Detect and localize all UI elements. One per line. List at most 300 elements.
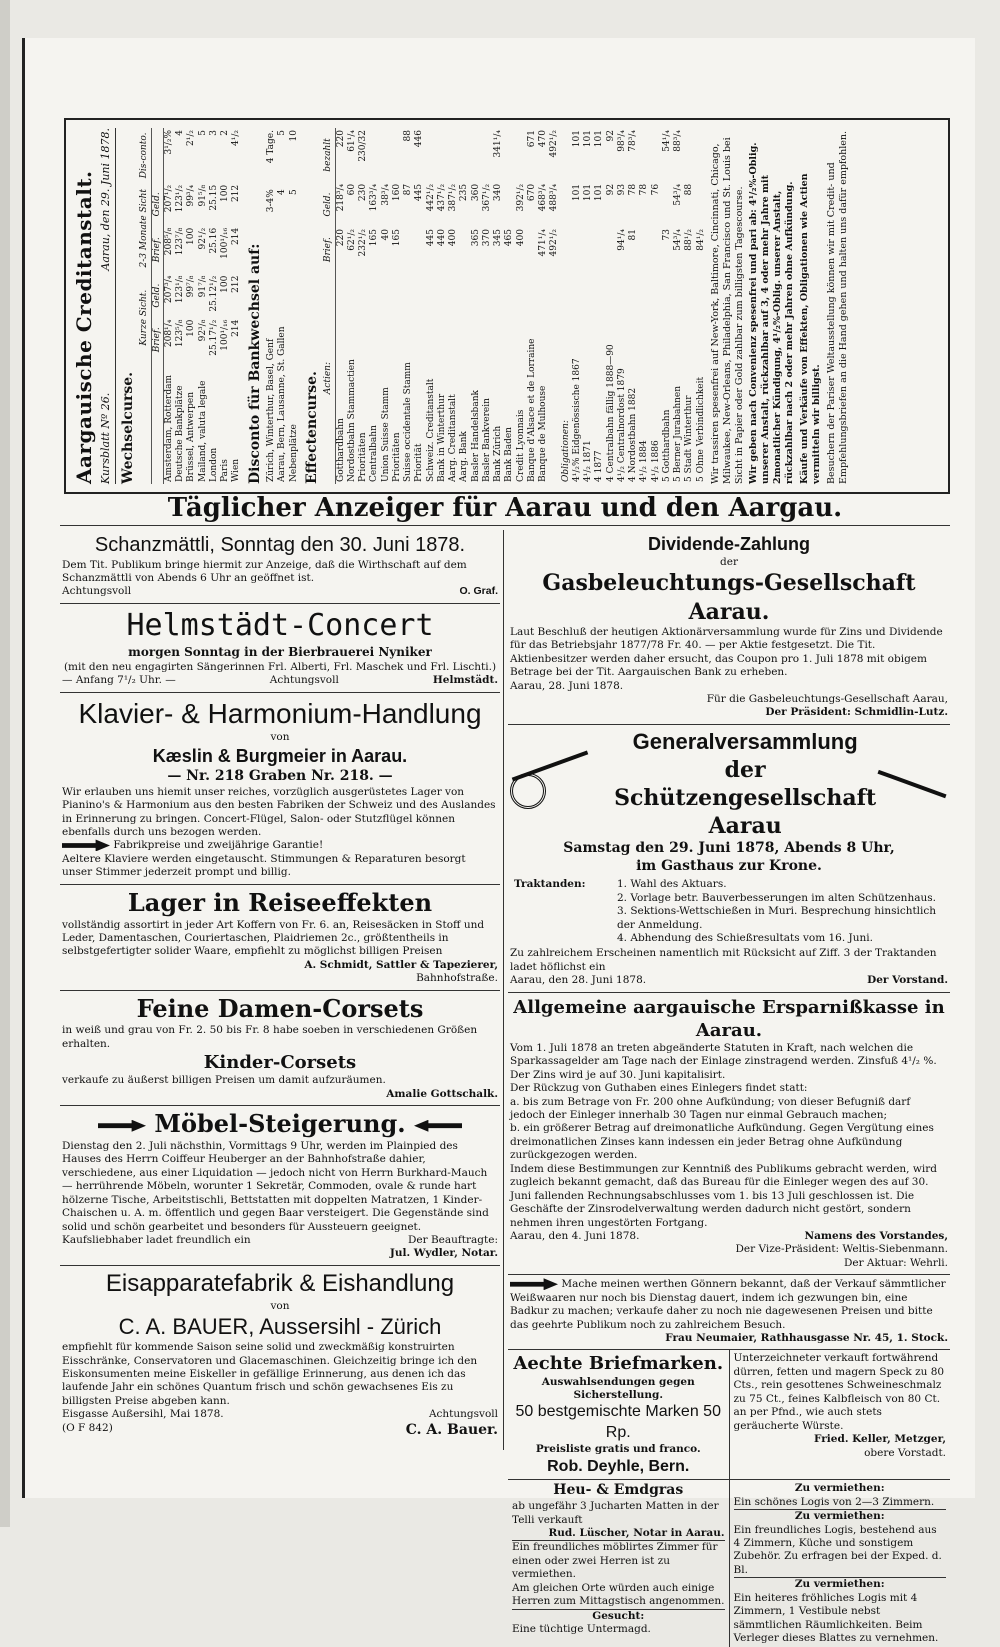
ad-when: Samstag den 29. Juni 1878, Abends 8 Uhr,	[563, 840, 895, 857]
ad-sign-row	[62, 1408, 498, 1421]
exchange-subcol: Brief.	[151, 226, 163, 274]
crossed-rifles-icon	[878, 770, 947, 798]
ad-right-stack	[729, 1480, 951, 1647]
right-column	[508, 530, 950, 1647]
ad-von: von	[270, 731, 290, 744]
actien-row	[471, 128, 482, 484]
ad-body: vollständig assortirt in jeder Art Koffern von Fr. 6. an, Reisesäcken in Stoff und Leder, Damentaschen, Couriertaschen, Plaidriemen 2c., größtentheils in selbstgefertigter solider Waare, empfiehlt zu möglichst billigen Preisen	[62, 918, 485, 958]
exchange-value: 100	[220, 275, 230, 293]
discount-row	[266, 128, 277, 484]
ad-body: Dienstag den 2. Juli nächsthin, Vormittags 9 Uhr, werden im Plainpied des Hauses des Herrn Coiffeur Heuberger an der Bahnhofstraße dahier, verschiedene, aus einer Liquidation — jedoch nicht von Herrn Burkhard-Mauch — herrührende Möbeln, worunter 1 Sekretär, Commoden, ovale & runde hart hölzerne Tische, Arbeitstischli, Bettstatten mit doppelten Matratzen, 1 Kinder-Chaischen u. A. m. öffentlich und gegen Baar versteigert. Die Gegenstände sind solid und schön gearbeitet und besonders für Aussteuern geeignet.	[62, 1139, 489, 1233]
ad-title: Schanzmättli, Sonntag den 30. Juni 1878.	[94, 534, 466, 556]
exchange-value: 100	[186, 319, 197, 337]
actien-value: 400	[515, 229, 526, 247]
ad-body: ab ungefähr 3 Jucharten Matten in der Telli verkauft	[512, 1500, 719, 1526]
actien-value: 360	[470, 183, 481, 202]
actien-value: 492¹/₂	[549, 130, 560, 158]
actien-value: 218³/₄	[335, 183, 346, 212]
actien-label: Banque d'Alsace et de Lorraine	[526, 338, 537, 482]
ad-sign-row	[62, 1422, 498, 1440]
ad-title: Dividende-Zahlung	[648, 534, 810, 554]
ad-body: Ein freundliches möblirtes Zimmer für einen oder zwei Herren ist zu vermiethen.	[512, 1541, 718, 1581]
actien-row	[403, 128, 414, 484]
actien-value	[426, 128, 437, 182]
oblig-value: 78	[628, 183, 638, 196]
ad-code: (O F 842)	[62, 1421, 113, 1434]
actien-row	[516, 128, 527, 484]
ad-signature: Helmstädt.	[432, 674, 498, 687]
actien-value: 440	[436, 229, 447, 247]
actien-row	[437, 128, 448, 484]
actien-value: 365	[470, 229, 481, 247]
exchange-value: 91⁷/₈	[197, 275, 208, 298]
oblig-label: Obligationen:	[560, 420, 571, 482]
ad-concert	[60, 604, 500, 693]
ad-corsets	[60, 991, 500, 1107]
actien-value: 165	[369, 229, 380, 247]
ad-klavier	[60, 693, 500, 885]
actien-value: 230/32	[358, 130, 368, 162]
discount-value: 4 Tage.	[266, 130, 276, 164]
oblig-label: 4 Nordostbahn 1882	[628, 387, 638, 482]
exchange-value: 4	[175, 130, 185, 136]
exchange-label: Amsterdam, Rotterdam	[163, 375, 174, 482]
oblig-label: 5 Stadt Winterthur	[684, 395, 695, 482]
actien-value: 220	[335, 229, 346, 247]
oblig-label-row	[561, 128, 572, 484]
ad-line: Kaufsliebhaber ladet freundlich ein	[62, 1233, 251, 1246]
oblig-row	[696, 128, 707, 484]
traktanden-item: 2. Vorlage betr. Bauverbesserungen im alten Schützenhaus.	[617, 891, 936, 904]
oblig-value	[662, 182, 673, 227]
exchange-value: 100¹/₁₆	[220, 319, 230, 351]
exchange-value: 100	[186, 227, 197, 245]
ad-guarantee: Fabrikpreise und zweijährige Garantie!	[113, 839, 324, 852]
oblig-value: 101	[594, 183, 605, 202]
masthead: Täglicher Anzeiger für Aarau und den Aargau.	[60, 493, 950, 526]
actien-value: 442¹/₂	[425, 183, 436, 212]
actien-body	[335, 128, 561, 484]
actien-value: 445	[414, 183, 425, 202]
ad-title: Gesucht:	[592, 1609, 645, 1622]
actien-value: 468³/₄	[538, 183, 548, 212]
discount-value: 5	[277, 130, 288, 136]
oblig-label: 4¹/₂% Eidgenössische 1867	[571, 358, 582, 482]
exchange-row	[175, 128, 186, 484]
ad-firm: Rob. Deyhle, Bern.	[547, 1457, 690, 1475]
ad-body: Wir erlauben uns hiemit unser reiches, vorzüglich ausgerüstetes Lager von Pianino's & Harmonium aus den besten Fabriken der Schweiz und des Auslandes in Erinnerung zu bringen. Concert-Flügel, Salon- oder Stutzflügel können ebenfalls durch uns bezogen werden.	[62, 785, 496, 839]
oblig-value: 101	[571, 130, 582, 148]
oblig-value: 88	[684, 183, 695, 196]
ad-sign-row	[510, 1230, 948, 1243]
exchange-value: 208¹/₄	[163, 319, 174, 348]
actien-value: 163³/₄	[369, 183, 380, 212]
actien-row	[527, 128, 538, 484]
oblig-row	[662, 128, 673, 484]
ad-signature: O. Graf.	[459, 585, 498, 598]
discount-value: 4	[277, 189, 288, 195]
ad-title: Lager in Reiseeffekten	[127, 887, 433, 917]
exchange-value: 123⁷/₈	[175, 227, 185, 256]
exchange-row	[220, 128, 231, 484]
actien-value: 671	[526, 130, 537, 148]
ad-title: Generalversammlung	[632, 728, 858, 754]
ad-body: Indem diese Bestimmungen zur Kenntniß des Publikums gebracht werden, wird zugleich bekannt gemacht, daß das Bureau für die Einleger wegen des auf 30. Juni fallenden Rechnungsabschlusses vom 1. bis 13 Juli geschlossen ist. Die Geschäfte der Zinsrodelverwaltung werden dadurch nicht gestört, sondern nehmen ihren ungestörten Fortgang.	[510, 1162, 937, 1229]
ad-body: Mache meinen werthen Gönnern bekannt, daß der Verkauf sämmtlicher Weißwaaren nur noch bis Dienstag dauert, indem ich gezwungen bin, eine Badkur zu machen; verkaufe daher zu noch nie dagewesenen Preisen und bitte das geehrte Publikum noch zu zahlreichem Besuch.	[510, 1278, 946, 1331]
page-edge	[0, 0, 10, 1527]
exchange-label: London	[208, 447, 219, 482]
exchange-label: Wien	[231, 458, 242, 482]
actien-label: Priorität	[414, 443, 425, 482]
oblig-value: 92	[605, 130, 616, 142]
ad-preis: Preisliste gratis und franco.	[535, 1443, 701, 1456]
oblig-row	[594, 128, 605, 484]
bulletin-title: Aargauische Creditanstalt.	[72, 170, 96, 484]
discount-row	[277, 128, 288, 484]
ad-title: Klavier- & Harmonium-Handlung	[78, 697, 482, 729]
discount-value: 10	[288, 130, 299, 142]
actien-row	[369, 128, 380, 484]
effects-col: Brief.	[323, 227, 335, 272]
actien-value: 445	[425, 229, 436, 247]
ad-signature: Der Vorstand.	[867, 974, 948, 987]
oblig-row	[673, 128, 684, 484]
oblig-value: 54³/₄	[673, 183, 683, 206]
discount-label: Zürich, Winterthur, Basel, Genf	[266, 338, 276, 482]
oblig-label: 4 Centralbahn fällig 1888—90	[605, 344, 616, 482]
discount-heading: Disconto für Bankwechsel auf:	[246, 243, 263, 484]
oblig-value: 101	[594, 130, 605, 148]
actien-value: 232¹/₂	[358, 229, 368, 257]
ad-signature: Amalie Gottschalk.	[386, 1087, 498, 1100]
left-column	[60, 530, 500, 1444]
ad-date: Aarau, den 4. Juni 1878.	[510, 1229, 640, 1242]
exchange-value: 5	[197, 130, 208, 136]
actien-label	[549, 272, 560, 484]
ad-greeting: Achtungsvoll	[428, 1408, 498, 1421]
discount-table	[266, 128, 300, 484]
ad-ersparniss	[508, 993, 950, 1276]
exchange-value: 214	[231, 227, 242, 245]
actien-value: 345	[493, 229, 503, 247]
ad-title: Helmstädt-Concert	[126, 607, 434, 643]
ad-title-row	[62, 1109, 498, 1140]
discount-body	[266, 128, 300, 484]
oblig-row	[628, 128, 639, 484]
exchange-row	[198, 128, 209, 484]
actien-row	[459, 128, 470, 484]
actien-row	[504, 128, 515, 484]
oblig-row	[651, 128, 662, 484]
actien-value: 465	[504, 229, 515, 247]
ad-keller	[729, 1350, 951, 1479]
ad-body: Ein freundliches Logis, bestehend aus 4 Zimmern, Küche und sonstigem Zubehör. Zu erfragen bei der Exped. d. Bl.	[734, 1524, 947, 1579]
exchange-value: 207¹/₂	[163, 184, 174, 213]
exchange-row	[231, 128, 242, 484]
ad-title: Zu vermiethen:	[794, 1482, 885, 1495]
oblig-value	[583, 227, 594, 272]
ad-signature: Jul. Wydler, Notar.	[389, 1247, 498, 1260]
ad-signature: Der Vize-Präsident: Weltis-Siebenmann.	[735, 1243, 948, 1256]
bulletin-subheader	[99, 128, 116, 484]
discount-label: Aarau, Bern, Lausanne, St. Gallen	[277, 326, 288, 482]
ad-body: Eine tüchtige Untermagd.	[512, 1623, 651, 1636]
exchange-subcol: Geld.	[151, 274, 163, 318]
ad-generalversammlung	[508, 725, 950, 993]
actien-row	[414, 128, 425, 484]
actien-value	[459, 128, 470, 182]
exchange-value: 2¹/₂	[186, 130, 197, 146]
actien-value: 38³/₄	[380, 183, 391, 206]
actien-value: 87	[403, 183, 413, 196]
effects-col: Geld.	[323, 182, 335, 227]
exchange-value: 3	[208, 130, 219, 136]
oblig-value: 98³/₄	[616, 130, 627, 152]
ad-title: Aechte Briefmarken.	[513, 1353, 724, 1375]
actien-value: 235	[459, 183, 470, 202]
actien-value: 165	[391, 229, 402, 247]
discount-value: 5	[288, 189, 299, 195]
exchange-value: 99³/₄	[186, 184, 197, 207]
bulletin-note: Wir geben nach Convenienz spesenfrei und pari ab: 4¹/₂%-Oblig. unserer Anstalt, rückzahlbar auf 3, 4 oder mehr Jahre mit 2monatlicher Kündigung, 4¹/₂%-Oblig. unserer Anstalt, rückzahlbar nach 2 oder mehr Jahren ohne Aufkündung.	[748, 142, 795, 484]
ad-sign-row	[510, 974, 948, 987]
exchange-col: Kurze Sicht.	[139, 274, 151, 362]
ad-line: morgen Sonntag in der Bierbrauerei Nyniker	[128, 645, 432, 660]
ad-dividende	[508, 530, 950, 725]
pointing-hand-icon	[414, 1120, 462, 1132]
oblig-label: 4¹/₂ 1886	[650, 440, 661, 482]
ad-title: Zu vermiethen:	[794, 1510, 885, 1523]
ad-reise	[60, 885, 500, 991]
exchange-value: 207³/₄	[163, 275, 174, 304]
oblig-row	[583, 128, 594, 484]
ad-line	[62, 839, 498, 852]
actien-label: Centralbahn	[369, 425, 380, 482]
actien-value: 446	[414, 130, 425, 148]
ad-body-row	[510, 1278, 948, 1332]
ad-address: Bahnhofstraße.	[416, 972, 498, 985]
bulletin-note: Besuchern der Pariser Weltausstellung können wir mit Credit- und Empfehlungsbriefen an die Hand gehen und halten uns dafür empfohlen.	[825, 130, 849, 484]
oblig-value	[572, 227, 583, 272]
oblig-value	[696, 128, 707, 182]
actien-value: 400	[448, 229, 458, 247]
actien-value	[504, 182, 515, 227]
actien-label: Prioritäten	[358, 432, 368, 482]
actien-value	[504, 128, 515, 182]
oblig-value	[651, 128, 662, 182]
actien-value: 60	[346, 183, 357, 196]
ad-body: Unterzeichneter verkauft fortwährend dürren, fetten und magern Speck zu 80 Cts., rein gesottenes Schweineschmalz zu 75 Ct., feines Kalbfleisch von 80 Ct. an per Pfnd., wie auch stets geräucherte Würste.	[733, 1352, 945, 1432]
actien-value	[527, 227, 538, 272]
effects-header	[323, 128, 335, 484]
actien-value: 230	[358, 183, 368, 202]
oblig-value: 101	[571, 183, 582, 202]
actien-value: 387¹/₂	[448, 183, 458, 212]
ad-title: Eisapparatefabrik & Eishandlung	[105, 1269, 455, 1297]
ad-moebel	[60, 1106, 500, 1266]
actien-row	[538, 128, 549, 484]
ad-firm: C. A. BAUER, Aussersihl - Zürich	[118, 1314, 442, 1340]
exchange-value: 4¹/₂	[231, 130, 242, 146]
oblig-value	[696, 182, 707, 227]
oblig-value	[594, 227, 605, 272]
ad-traktanden-list	[613, 876, 948, 947]
bulletin-number: Kursblatt Nº 26.	[99, 392, 112, 484]
ad-date: Aarau, 28. Juni 1878.	[510, 679, 624, 692]
ad-sign-row	[62, 585, 498, 598]
ad-body: Ein schönes Logis von 2—3 Zimmern.	[734, 1496, 947, 1510]
exchange-value: 2	[220, 130, 230, 136]
exchange-row	[163, 128, 175, 484]
actien-row	[381, 128, 392, 484]
actien-value	[516, 128, 527, 182]
ad-title: Zu vermiethen:	[794, 1578, 885, 1591]
exchange-value: 92³/₈	[197, 319, 208, 342]
oblig-value	[606, 227, 617, 272]
oblig-value: 101	[583, 130, 593, 148]
ad-signature: A. Schmidt, Sattler & Tapezierer,	[304, 958, 498, 971]
actien-value: 88	[403, 130, 413, 142]
exchange-label: Deutsche Bankplätze	[175, 385, 185, 482]
actien-value	[403, 227, 414, 272]
actien-row	[448, 128, 459, 484]
ad-schanzmaettli	[60, 530, 500, 604]
actien-label: Union Suisse Stamm	[380, 387, 391, 482]
actien-label: Basler Handelsbank	[470, 390, 481, 482]
oblig-value: 94¹/₄	[616, 229, 627, 251]
exchange-subcol: Brief.	[151, 318, 163, 362]
actien-value: 471¹/₄	[538, 229, 548, 257]
exchange-label: Paris	[220, 459, 230, 482]
exchange-value: 123¹/₂	[175, 184, 185, 213]
actien-value: 492¹/₂	[549, 229, 560, 257]
actien-value	[459, 227, 470, 272]
actien-value	[392, 128, 403, 182]
actien-value: 340	[493, 183, 503, 202]
bulletin-note: Wir trassiren spesenfrei auf New-York, Baltimore, Cincinnati, Chicago, Milwaukee, New-Orleans, Philadelphia, San Francisco und St. Louis bei Sicht in Papier oder Gold zahlbar zum billigsten Tagescourse.	[709, 137, 745, 484]
traktanden-item: 1. Wahl des Aktuars.	[617, 878, 727, 891]
ad-left-stack	[508, 1480, 729, 1647]
crossed-rifles-target-icon	[510, 759, 614, 809]
ad-body: Am gleichen Orte würden auch einige Herren zum Mittagstisch angenommen.	[512, 1582, 725, 1610]
oblig-value	[651, 227, 662, 272]
exchange-value: 212	[231, 184, 242, 203]
traktanden-item: 4. Abhendung des Schießresultats vom 16. Juni.	[617, 932, 873, 945]
actien-value: 61¹/₄	[346, 130, 357, 152]
pointing-hand-icon	[510, 1278, 558, 1290]
ad-firm: der Schützengesellschaft Aarau	[614, 757, 877, 840]
exchange-table	[139, 128, 242, 484]
ad-signature: Fried. Keller, Metzger,	[814, 1433, 946, 1446]
actien-value	[448, 128, 459, 182]
actien-row	[358, 128, 369, 484]
oblig-value: 84¹/₂	[695, 229, 706, 251]
actien-label: Aarg. Bank	[459, 431, 470, 482]
exchange-row	[209, 128, 220, 484]
ad-body: Der Zins wird je auf 30. Juni kapitalisirt.	[510, 1068, 726, 1081]
oblig-value: 81	[628, 229, 638, 241]
ad-body: Der Rückzug von Guthaben eines Einlegers findet statt:	[510, 1082, 808, 1095]
actien-label: Basler Bankverein	[481, 398, 492, 482]
exchange-label: Mailand, valuta legale	[197, 380, 208, 482]
actien-value: 62¹/₂	[346, 229, 357, 251]
exchange-col: Dis-conto.	[139, 128, 151, 183]
exchange-body	[163, 128, 242, 484]
pointing-hand-icon	[62, 839, 110, 851]
exchange-value: 25.12¹/₂	[208, 275, 219, 312]
exchange-subcol-blank	[151, 128, 163, 183]
exchange-value: 208⁵/₈	[163, 227, 174, 256]
oblig-value	[639, 128, 650, 182]
actien-row	[426, 128, 437, 484]
exchange-col: 2-3 Monate Sicht	[139, 183, 151, 274]
actien-row	[549, 128, 560, 484]
oblig-row	[639, 128, 650, 484]
oblig-value: 78	[639, 183, 650, 196]
ad-vorstand: Namens des Vorstandes,	[804, 1229, 948, 1242]
oblig-label: 4¹/₂ Centralnordost 1879	[616, 368, 627, 482]
ad-body: Zu zahlreichem Erscheinen namentlich mit Rücksicht auf Ziff. 3 der Traktanden ladet höflichst ein	[510, 947, 937, 973]
actien-row	[493, 128, 504, 484]
actien-row	[335, 128, 347, 484]
exchange-value: 25.16	[208, 227, 219, 254]
ad-briefmarken	[508, 1350, 729, 1479]
ad-firm: Kæslin & Burgmeier in Aarau.	[152, 745, 408, 766]
ad-split-row	[508, 1350, 950, 1480]
actien-value: 370	[481, 229, 492, 247]
actien-value: 470	[538, 130, 548, 148]
ad-der: der	[720, 556, 738, 569]
exchange-header	[139, 128, 151, 484]
actien-label: Prioritäten	[391, 432, 402, 482]
ad-signature: Der Präsident: Schmidlin-Lutz.	[765, 706, 948, 719]
ad-greeting: Achtungsvoll	[269, 674, 339, 687]
actien-row	[347, 128, 358, 484]
oblig-label: 5 Gotthardbahn	[661, 409, 672, 482]
exchange-value: 25.15	[208, 184, 219, 211]
ad-weisswaaren	[508, 1275, 950, 1350]
ad-body: verkaufe zu äußerst billigen Preisen um damit aufzuräumen.	[62, 1074, 386, 1087]
ad-signature: Frau Neumaier, Rathhausgasse Nr. 45, 1. Stock.	[665, 1332, 948, 1345]
stock-bulletin	[64, 118, 950, 494]
stock-bulletin-rotated	[66, 120, 948, 492]
oblig-row	[684, 128, 695, 484]
ad-body: in weiß und grau von Fr. 2. 50 bis Fr. 8 habe soeben in verschiedenen Größen erhalten.	[62, 1024, 478, 1050]
ad-signature: Rud. Lüscher, Notar in Aarau.	[512, 1527, 725, 1541]
oblig-label: 4¹/₂ 1884	[639, 440, 650, 482]
oblig-row	[606, 128, 617, 484]
actien-value: 670	[526, 183, 537, 202]
oblig-value: 73	[661, 229, 672, 241]
ad-header-row	[510, 728, 948, 841]
discount-row	[289, 128, 300, 484]
ad-sub: Auswahlsendungen gegen Sicherstellung.	[541, 1375, 695, 1401]
oblig-value: 76	[650, 183, 661, 196]
ad-traktanden	[510, 876, 948, 947]
ad-place: Eisgasse Außersihl, Mai 1878.	[62, 1408, 224, 1421]
ad-greeting: Achtungsvoll	[62, 585, 132, 598]
ad-line: Aeltere Klaviere werden eingetauscht. Stimmungen & Reparaturen besorgt unser Stimmer jederzeit prompt und billig.	[62, 852, 466, 879]
ad-title: Feine Damen-Corsets	[136, 993, 424, 1023]
exchange-value: 123¹/₈	[175, 275, 185, 304]
exchange-row	[186, 128, 197, 484]
ad-body: a. bis zum Betrage von Fr. 200 ohne Aufkündung; von dieser Befugniß darf jedoch der Einleger innerhalb 30 Tagen nur einmal Gebrauch machen;	[510, 1095, 911, 1122]
ad-title: Möbel-Steigerung.	[154, 1109, 406, 1139]
actien-value: 341¹/₄	[493, 130, 503, 158]
actien-label: Aarg. Creditanstalt	[448, 394, 458, 482]
discount-value: 3-4%	[266, 189, 276, 213]
exchange-value: 100	[220, 184, 230, 203]
